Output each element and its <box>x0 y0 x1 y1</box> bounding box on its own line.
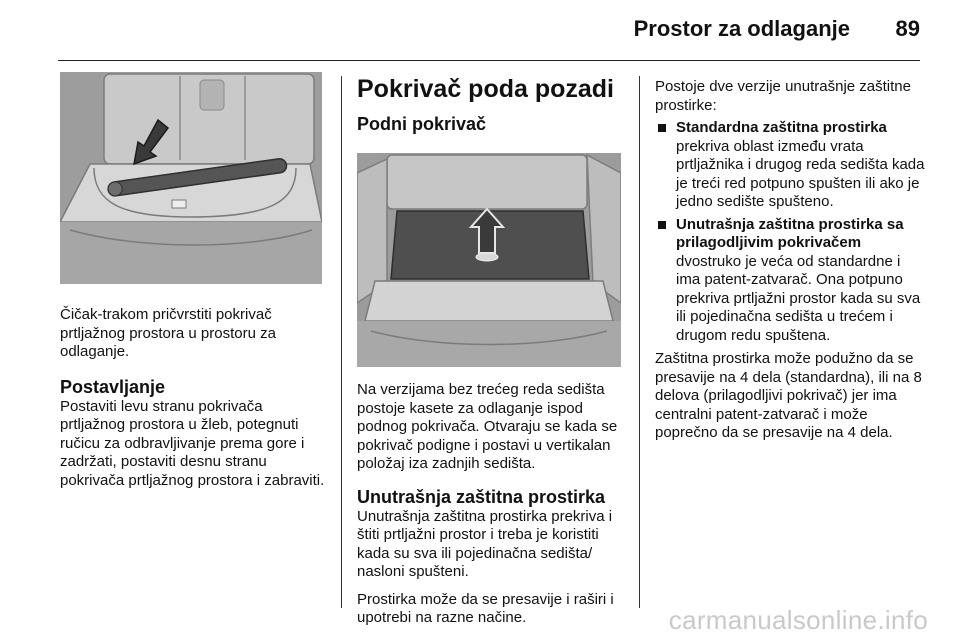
column-divider-1 <box>341 76 342 608</box>
square-bullet-icon <box>658 221 666 229</box>
section-heading-postavljanje: Postavljanje <box>60 376 166 397</box>
floor-cover-illustration <box>357 153 621 367</box>
column-left <box>60 72 328 490</box>
square-bullet-icon <box>658 124 666 132</box>
figure-caption: Čičak-trakom pričvrstiti pokrivač prtljažnog prostora u prostoru za odlaganje. <box>60 306 276 360</box>
versions-intro: Postoje dve verzije unutrašnje zaštitne prostirke: <box>655 78 911 114</box>
column-right <box>655 78 925 443</box>
page-title: Prostor za odlaganje <box>633 16 850 41</box>
section-heading-inner-mat: Unutrašnja zaštitna prostirka <box>357 486 606 507</box>
mat-folding-paragraph: Prostirka može da se presavije i raširi i upotrebi na razne načine. <box>357 590 614 626</box>
inner-mat-paragraph: Unutrašnja zaštitna prostirka prekriva i štiti prtljažni prostor i treba je koristiti kada su sva ili pojedinačna sedišta/ nasloni spušteni. <box>357 507 613 580</box>
watermark: carmanualsonline.info <box>668 605 928 635</box>
floor-cover-paragraph: Na verzijama bez trećeg reda sedišta postoje kasete za odlaganje ispod podnog pokrivača. Otvaraju se kada se pokrivač podigne i postavi u vertikalan položaj iza zadnjih sedišta. <box>357 381 618 472</box>
list-item <box>655 119 925 212</box>
list-item-title: Unutrašnja zaštitna prostirka sa prilagodljivim pokrivačem <box>676 215 904 251</box>
subsection-title: Podni pokrivač <box>357 114 487 134</box>
versions-list <box>655 119 925 345</box>
list-item <box>655 216 925 346</box>
page-header <box>0 0 960 62</box>
installation-paragraph: Postaviti levu stranu pokrivača prtljažnog prostora u žleb, potegnuti ručicu za odbravljivanje prema gore i zadržati, postaviti desnu stranu pokrivača prtljažnog prostora i zabraviti. <box>60 397 325 489</box>
page-number: 89 <box>895 16 920 41</box>
section-title: Pokrivač poda pozadi <box>357 75 615 103</box>
list-item-text: prekriva oblast između vrata prtljažnika i drugog reda sedišta kada je treći red potpuno spušten ili ako je jedno sedište spušteno. <box>676 137 925 210</box>
list-item-text: dvostruko je veća od standardne i ima patent-zatvarač. Ona potpuno prekriva prtljažni prostor kada su sva ili pojedinačna sedišta u trećem i drugom redu spuštena. <box>676 252 921 344</box>
header-rule <box>58 60 920 61</box>
folding-paragraph: Zaštitna prostirka može podužno da se presavije na 4 dela (standardna), ili na 8 delova (prilagodljivi pokrivač) jer ima centralni patent-zatvarač i može poprečno da se presavije na 4 dela. <box>655 350 922 441</box>
list-item-title: Standardna zaštitna prostirka <box>676 119 887 136</box>
trunk-cover-storage-illustration <box>60 72 322 284</box>
column-divider-2 <box>639 76 640 608</box>
column-middle <box>357 72 627 628</box>
